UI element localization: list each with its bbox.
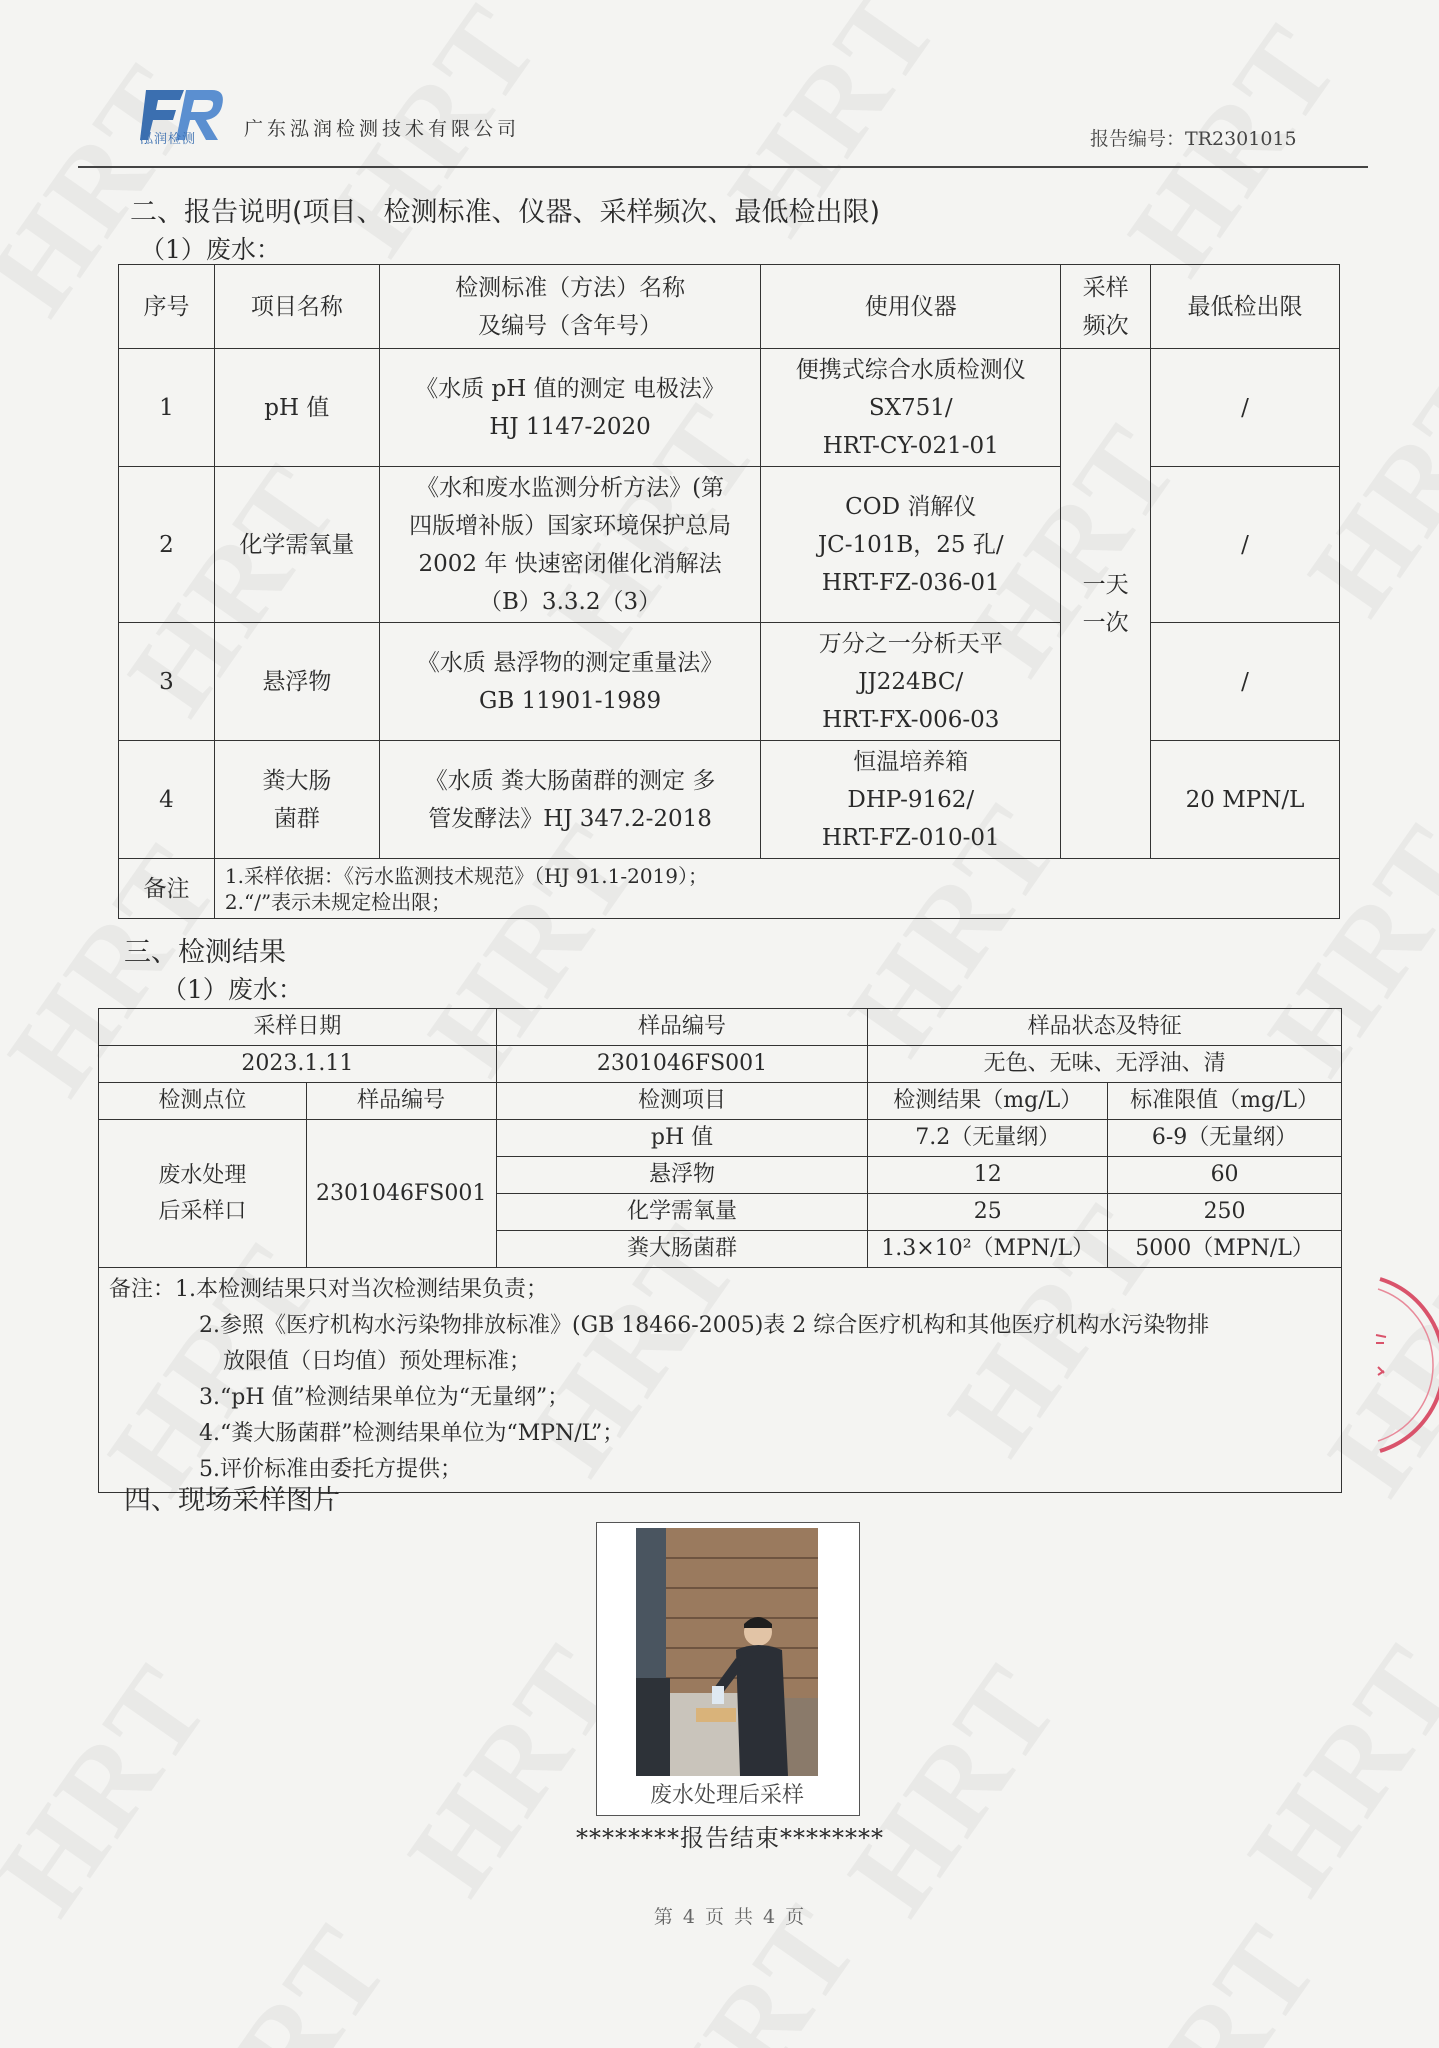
table-row: 粪大肠菌群 1.3×10²（MPN/L） 5000（MPN/L） — [99, 1231, 1342, 1268]
report-end-marker: ********报告结束******** — [576, 1824, 884, 1852]
company-name: 广东泓润检测技术有限公司 — [244, 118, 521, 140]
table-row: 3 悬浮物 《水质 悬浮物的测定重量法》 GB 11901-1989 万分之一分析天平 JJ224BC/ HRT-FX-006-03 / — [119, 623, 1340, 741]
table-row: 2023.1.11 2301046FS001 无色、无味、无浮油、清 — [99, 1046, 1342, 1083]
header-standard: 检测标准（方法）名称 及编号（含年号） — [379, 265, 761, 349]
notes-row: 备注 1.采样依据：《污水监测技术规范》（HJ 91.1-2019）； 2.“/”表示未规定检出限； — [119, 859, 1340, 919]
table-header-row: 采样日期 样品编号 样品状态及特征 — [99, 1009, 1342, 1046]
sampling-photo — [636, 1528, 818, 1776]
header-item: 项目名称 — [214, 265, 379, 349]
table-row: 悬浮物 12 60 — [99, 1157, 1342, 1194]
section3-title: 三、检测结果 — [124, 937, 286, 968]
header-limit: 最低检出限 — [1151, 265, 1340, 349]
standards-table — [118, 264, 1340, 919]
sample-number: 2301046FS001 — [306, 1120, 496, 1268]
section4-title: 四、现场采样图片 — [124, 1485, 340, 1516]
note-label: 备注 — [119, 859, 215, 919]
header-frequency: 采样 频次 — [1061, 265, 1151, 349]
section2-subtitle: （1）废水： — [140, 235, 281, 264]
table-row: 废水处理 后采样口 2301046FS001 pH 值 7.2（无量纲） 6-9（无量纲） — [99, 1120, 1342, 1157]
frequency-cell: 一天 一次 — [1061, 349, 1151, 859]
table-row: 化学需氧量 25 250 — [99, 1194, 1342, 1231]
report-number: 报告编号：TR2301015 — [1090, 128, 1297, 150]
table-row: 4 粪大肠 菌群 《水质 粪大肠菌群的测定 多 管发酵法》HJ 347.2-2018 恒温培养箱 DHP-9162/ HRT-FZ-010-01 20 MPN/L — [119, 741, 1340, 859]
table-header-row — [119, 265, 1340, 349]
table-header-row: 检测点位 样品编号 检测项目 检测结果（mg/L） 标准限值（mg/L） — [99, 1083, 1342, 1120]
logo-caption: 泓润检测 — [140, 132, 197, 147]
section3-subtitle: （1）废水： — [162, 975, 303, 1004]
sampling-point: 废水处理 后采样口 — [99, 1120, 307, 1268]
header-instrument: 使用仪器 — [761, 265, 1061, 349]
header-divider — [78, 166, 1368, 168]
table-row: 1 pH 值 《水质 pH 值的测定 电极法》 HJ 1147-2020 便携式综合水质检测仪 SX751/ HRT-CY-021-01 一天 一次 / — [119, 349, 1340, 467]
results-table — [98, 1008, 1342, 1493]
header-no: 序号 — [119, 265, 215, 349]
notes-row: 备注：1.本检测结果只对当次检测结果负责； 2.参照《医疗机构水污染物排放标准》(GB 18466-2005)表 2 综合医疗机构和其他医疗机构水污染物排 放限值（日均值）预处理标准； 3.“pH 值”检测结果单位为“无量纲”； 4.“粪大肠菌群”检测结果单位为“MPN/L”； 5.评价标准由委托方提供； — [99, 1268, 1342, 1493]
table-row: 2 化学需氧量 《水和废水监测分析方法》(第 四版增补版）国家环境保护总局 2002 年 快速密闭催化消解法 （B）3.3.2（3） COD 消解仪 JC-101B，25 孔/ HRT-FZ-036-01 / — [119, 467, 1340, 623]
red-seal-stamp — [1370, 1275, 1439, 1455]
photo-caption: 废水处理后采样 — [649, 1783, 804, 1808]
page-footer: 第 4 页 共 4 页 — [653, 1906, 807, 1928]
section2-title: 二、报告说明(项目、检测标准、仪器、采样频次、最低检出限) — [130, 197, 881, 228]
